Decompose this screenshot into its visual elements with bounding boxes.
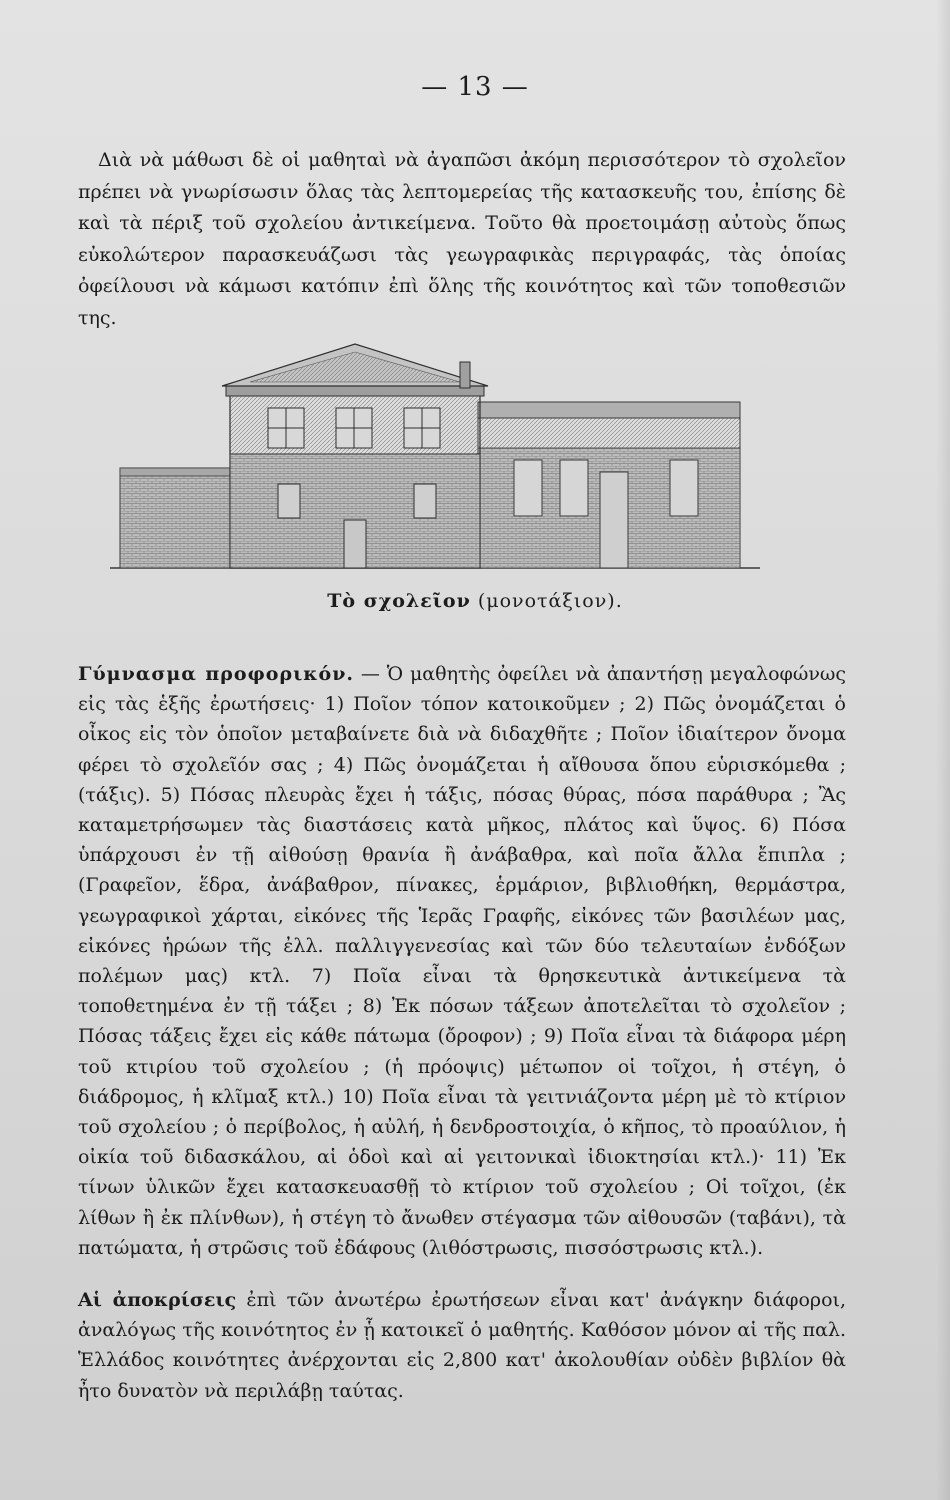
page-edge-shadow (936, 0, 950, 1500)
exercise-paragraph (78, 659, 846, 1263)
school-building-illustration (110, 336, 770, 576)
answers-lead: Αἱ ἀποκρίσεις (78, 1289, 237, 1311)
answers-text: ἐπὶ τῶν ἀνωτέρω ἐρωτήσεων εἶναι κατ' ἀνάγκην διάφοροι, ἀναλόγως τῆς κοινότητος ἐν ᾗ κατοικεῖ ὁ μαθητής. Καθόσον μόνον αἱ τῆς παλ. Ἑλλάδος κοινότητες ἀνέρχονται εἰς 2,800 κατ' ἀκολουθίαν οὐδὲν βιβλίον θὰ ἦτο δυνατὸν νὰ περιλάβῃ ταύτας. (78, 1289, 846, 1402)
caption-lead: Τὸ σχολεῖον (327, 590, 471, 612)
exercise-heading: Γύμνασμα προφορικόν. (78, 663, 354, 685)
caption-rest: (μονοτάξιον). (477, 590, 623, 612)
page-number: — 13 — (421, 72, 529, 102)
intro-paragraph: Διὰ νὰ μάθωσι δὲ οἱ μαθηταὶ νὰ ἀγαπῶσι ἀκόμη περισσότερον τὸ σχολεῖον πρέπει νὰ γνωρίσωσιν ὅλας τὰς λεπτομερείας τῆς κατασκευῆς του, ἐπίσης δὲ καὶ τὰ πέριξ τοῦ σχολείου ἀντικείμενα. Τοῦτο θὰ προετοιμάσῃ αὐτοὺς ὅπως εὐκολώτερον παρασκευάζωσι τὰς γεωγραφικὰς περιγραφάς, τὰς ὁποίας ὀφείλουσι νὰ κάμωσι κατόπιν ἐπὶ ὅλης τῆς κοινότητος καὶ τῶν τοποθεσιῶν της. (78, 149, 846, 329)
figure-caption (0, 590, 950, 612)
exercise-questions: — Ὁ μαθητὴς ὀφείλει νὰ ἀπαντήσῃ μεγαλοφώνως εἰς τὰς ἑξῆς ἐρωτήσεις· 1) Ποῖον τόπον κατοικοῦμεν ; 2) Πῶς ὀνομάζεται ὁ οἶκος εἰς τὸν ὁποῖον μεταβαίνετε διὰ νὰ διδαχθῆτε ; Ποῖον ἰδιαίτερον ὄνομα φέρει τὸ σχολεῖόν σας ; 4) Πῶς ὀνομάζεται ἡ αἴθουσα ὅπου εὑρισκόμεθα ; (τάξις). 5) Πόσας πλευρὰς ἔχει ἡ τάξις, πόσας θύρας, πόσα παράθυρα ; Ἂς καταμετρήσωμεν τὰς διαστάσεις κατὰ μῆκος, πλάτος καὶ ὕψος. 6) Πόσα ὑπάρχουσι ἐν τῇ αἰθούσῃ θρανία ἢ ἀνάβαθρα, καὶ ποῖα ἄλλα ἔπιπλα ; (Γραφεῖον, ἕδρα, ἀνάβαθρον, πίνακες, ἑρμάριον, βιβλιοθήκη, θερμάστρα, γεωγραφικοὶ χάρται, εἰκόνες τῆς Ἱερᾶς Γραφῆς, εἰκόνες τῶν βασιλέων μας, εἰκόνες ἡρώων τῆς ἐλλ. παλλιγγενεσίας καὶ τῶν δύο τελευταίων ἐνδόξων πολέμων μας) κτλ. 7) Ποῖα εἶναι τὰ θρησκευτικὰ ἀντικείμενα τὰ τοποθετημένα ἐν τῇ τάξει ; 8) Ἐκ πόσων τάξεων ἀποτελεῖται τὸ σχολεῖον ; Πόσας τάξεις ἔχει εἰς κάθε πάτωμα (ὄροφον) ; 9) Ποῖα εἶναι τὰ διάφορα μέρη τοῦ κτιρίου τοῦ σχολείου ; (ἡ πρόοψις) μέτωπον οἱ τοῖχοι, ἡ στέγη, ὁ διάδρομος, ἡ κλῖμαξ κτλ.) 10) Ποῖα εἶναι τὰ γειτνιάζοντα μέρη μὲ τὸ κτίριον τοῦ σχολείου ; ὁ περίβολος, ἡ αὐλή, ἡ δενδροστοιχία, ὁ κῆπος, τὸ προαύλιον, ἡ οἰκία τοῦ διδασκάλου, αἱ ὁδοὶ καὶ αἱ γειτονικαὶ ἰδιοκτησίαι κτλ.)· 11) Ἐκ τίνων ὑλικῶν ἔχει κατασκευασθῇ τὸ κτίριον τοῦ σχολείου ; Οἱ τοῖχοι, (ἐκ λίθων ἢ ἐκ πλίνθων), ἡ στέγη τὸ ἄνωθεν στέγασμα τῶν αἰθουσῶν (ταβάνι), τὰ πατώματα, ἡ στρῶσις τοῦ ἐδάφους (λιθόστρωσις, πισσόστρωσις κτλ.). (78, 663, 847, 1259)
answers-paragraph (78, 1285, 846, 1406)
